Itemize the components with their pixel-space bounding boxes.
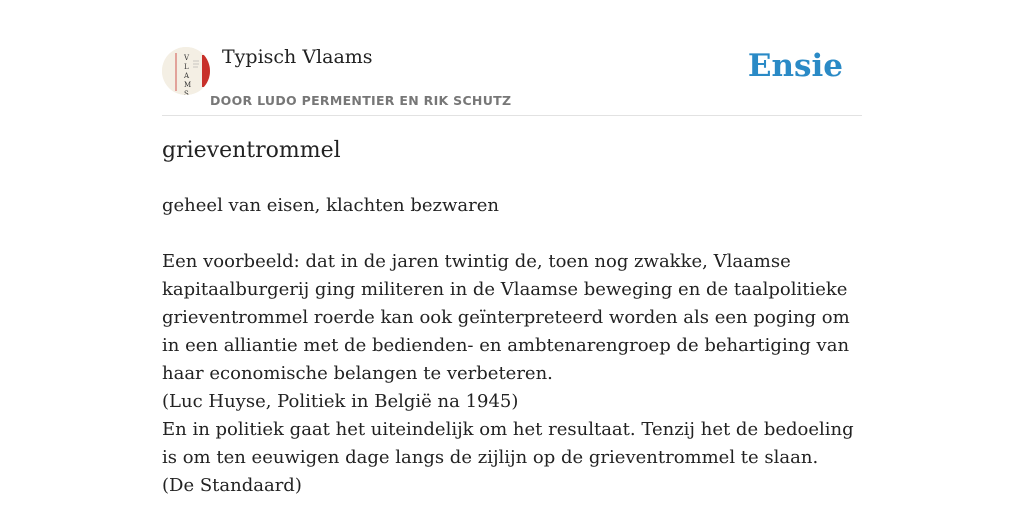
logo-letter: M [184, 81, 192, 89]
entry-term: grieventrommel [162, 138, 341, 163]
example-source: (De Standaard) [162, 475, 302, 496]
brand-logo[interactable]: Ensie [747, 48, 843, 84]
example-quote: Een voorbeeld: dat in de jaren twintig de, toen nog zwakke, Vlaamse kapitaalburgerij ging militeren in de Vlaamse beweging en de taalpolitieke grieventrommel roerde kan ook geïnterpreteerd worden als een poging om in een alliantie met de bedienden- en ambtenarengroep de behartiging van haar economische belangen te verbeteren. [162, 251, 850, 384]
example-source: (Luc Huyse, Politiek in België na 1945) [162, 391, 519, 412]
entry-definition: geheel van eisen, klachten bezwaren [162, 195, 500, 216]
logo-letter: S [184, 90, 189, 95]
book-authors: DOOR LUDO PERMENTIER EN RIK SCHUTZ [210, 93, 512, 108]
header-divider [162, 115, 862, 116]
logo-letter: L [184, 63, 189, 71]
book-title[interactable]: Typisch Vlaams [222, 46, 373, 68]
entry-examples [162, 248, 866, 500]
site-header [162, 44, 862, 116]
book-logo[interactable] [162, 47, 210, 95]
book-cover-icon [162, 47, 210, 95]
logo-letter: A [184, 72, 190, 80]
example-quote: En in politiek gaat het uiteindelijk om het resultaat. Tenzij het de bedoeling is om ten eeuwigen dage langs de zijlijn op de grieventrommel te slaan. [162, 419, 854, 468]
logo-letter: V [184, 54, 190, 62]
